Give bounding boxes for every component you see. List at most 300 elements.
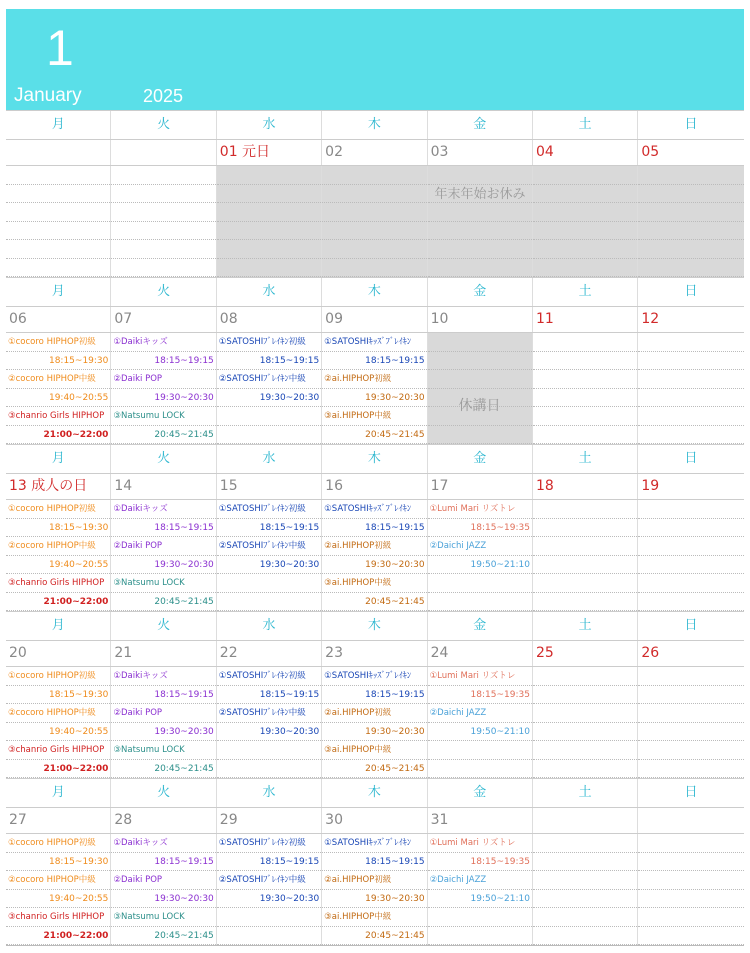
day-cell[interactable] (217, 500, 322, 611)
day-number[interactable]: 31 (428, 808, 533, 833)
class-name (638, 741, 743, 760)
class-name: ②SATOSHIﾌﾞﾚｲｷﾝ中級 (217, 704, 321, 723)
class-time (533, 927, 637, 946)
class-name (533, 908, 637, 927)
day-cell[interactable] (111, 834, 216, 945)
day-cell[interactable] (428, 500, 533, 611)
class-name: ①SATOSHIｷｯｽﾞﾌﾞﾚｲｷﾝ (322, 667, 426, 686)
class-name (533, 741, 637, 760)
class-name: ①Daikiキッズ (111, 500, 215, 519)
class-time: 18:15~19:15 (217, 352, 321, 371)
class-name: ①cocoro HIPHOP初級 (6, 500, 110, 519)
class-time (638, 853, 743, 872)
weekday-label: 火 (111, 111, 216, 139)
class-time (638, 389, 743, 408)
day-number[interactable]: 18 (533, 474, 638, 499)
class-name (533, 667, 637, 686)
weekday-header-row (6, 277, 744, 307)
day-number[interactable]: 27 (6, 808, 111, 833)
class-time (638, 556, 743, 575)
day-number-row (6, 641, 744, 667)
class-name: ②Daiki POP (111, 704, 215, 723)
day-number[interactable]: 07 (111, 307, 216, 332)
class-name (322, 203, 426, 222)
class-time: 19:30~20:30 (322, 723, 426, 742)
day-number[interactable]: 14 (111, 474, 216, 499)
weekday-label: 日 (684, 117, 698, 132)
class-name: ②Daichi JAZZ (428, 704, 532, 723)
day-number[interactable]: 09 (322, 307, 427, 332)
class-time (533, 890, 637, 909)
day-number[interactable]: 02 (322, 140, 427, 165)
day-number[interactable]: 26 (641, 645, 660, 661)
class-name (428, 370, 532, 389)
class-time: 19:30~20:30 (111, 389, 215, 408)
day-number[interactable]: 10 (428, 307, 533, 332)
weekday-label: 月 (6, 278, 111, 306)
class-name (533, 574, 637, 593)
class-name: ①cocoro HIPHOP初級 (6, 667, 110, 686)
class-time: 18:15~19:30 (6, 352, 110, 371)
class-name: ③chanrio Girls HIPHOP (6, 407, 110, 426)
day-cells-row (6, 500, 744, 611)
class-name (533, 407, 637, 426)
class-time: 19:30~20:30 (217, 723, 321, 742)
class-name (638, 871, 743, 890)
class-time (6, 222, 110, 241)
class-time (111, 222, 215, 241)
class-name: ②SATOSHIﾌﾞﾚｲｷﾝ中級 (217, 537, 321, 556)
class-time: 18:15~19:35 (428, 686, 532, 705)
day-cell[interactable] (638, 333, 743, 444)
day-number[interactable]: 13 成人の日 (6, 474, 111, 499)
day-number[interactable]: 08 (217, 307, 322, 332)
class-time: 20:45~21:45 (322, 426, 426, 445)
class-name (533, 537, 637, 556)
day-number[interactable]: 20 (6, 641, 111, 666)
class-time (217, 760, 321, 779)
class-name (428, 574, 532, 593)
class-name (322, 240, 426, 259)
day-number[interactable]: 29 (217, 808, 322, 833)
class-time: 19:30~20:30 (111, 556, 215, 575)
calendar-grid (6, 110, 744, 946)
class-name (111, 240, 215, 259)
class-time: 18:15~19:35 (428, 519, 532, 538)
class-name: ①Daikiキッズ (111, 834, 215, 853)
day-number-row (6, 808, 744, 834)
day-number[interactable]: 03 (428, 140, 533, 165)
calendar-week (6, 110, 744, 277)
class-name: ②Daiki POP (111, 871, 215, 890)
class-time (533, 519, 637, 538)
class-name: ①SATOSHIﾌﾞﾚｲｷﾝ初級 (217, 333, 321, 352)
class-name (638, 203, 743, 222)
day-cell[interactable] (111, 166, 216, 277)
class-name (322, 166, 426, 185)
class-time (638, 723, 743, 742)
class-name (428, 741, 532, 760)
class-time (533, 723, 637, 742)
day-number-row (6, 474, 744, 500)
class-time: 18:15~19:15 (217, 519, 321, 538)
class-name: ①Daikiキッズ (111, 667, 215, 686)
day-cell[interactable] (638, 667, 743, 778)
class-name (638, 574, 743, 593)
calendar-header (6, 9, 744, 110)
class-name (533, 871, 637, 890)
class-time (638, 890, 743, 909)
weekday-label: 金 (428, 111, 533, 139)
class-name: ②cocoro HIPHOP中級 (6, 704, 110, 723)
day-cell[interactable] (111, 500, 216, 611)
class-time: 19:40~20:55 (6, 890, 110, 909)
class-name: ①SATOSHIｷｯｽﾞﾌﾞﾚｲｷﾝ (322, 333, 426, 352)
class-time (638, 686, 743, 705)
class-name (638, 667, 743, 686)
class-name: ③chanrio Girls HIPHOP (6, 741, 110, 760)
day-cell[interactable] (322, 333, 427, 444)
day-cells-row (6, 333, 744, 444)
class-name: ①cocoro HIPHOP初級 (6, 834, 110, 853)
class-time: 18:15~19:15 (322, 853, 426, 872)
class-time: 21:00~22:00 (6, 593, 110, 612)
day-cell[interactable] (217, 834, 322, 945)
class-name: ③Natsumu LOCK (111, 741, 215, 760)
class-name: ③Natsumu LOCK (111, 908, 215, 927)
weekday-label: 土 (533, 278, 638, 306)
weekday-header-row (6, 778, 744, 808)
class-name (217, 203, 321, 222)
class-time (111, 185, 215, 204)
class-time (533, 686, 637, 705)
day-number[interactable]: 28 (111, 808, 216, 833)
day-cell[interactable] (6, 834, 111, 945)
weekday-label: 金 (428, 612, 533, 640)
class-name (638, 166, 743, 185)
class-time (428, 259, 532, 278)
day-cell[interactable] (322, 667, 427, 778)
weekday-label: 火 (111, 779, 216, 807)
day-cell[interactable] (428, 834, 533, 945)
day-number[interactable] (638, 808, 743, 833)
weekday-label: 水 (217, 111, 322, 139)
class-name (638, 407, 743, 426)
weekday-label: 金 (428, 278, 533, 306)
day-cell[interactable] (111, 667, 216, 778)
day-number[interactable]: 25 (533, 641, 638, 666)
class-name (533, 704, 637, 723)
class-name (217, 908, 321, 927)
class-time: 19:30~20:30 (322, 389, 426, 408)
class-name: ①SATOSHIｷｯｽﾞﾌﾞﾚｲｷﾝ (322, 500, 426, 519)
class-time (533, 389, 637, 408)
class-name: ③chanrio Girls HIPHOP (6, 574, 110, 593)
class-time (6, 259, 110, 278)
class-time: 18:15~19:30 (6, 519, 110, 538)
class-time (533, 593, 637, 612)
class-time (322, 222, 426, 241)
weekday-label: 木 (322, 779, 427, 807)
day-cell[interactable] (322, 500, 427, 611)
class-time: 19:30~20:30 (217, 556, 321, 575)
day-cell[interactable] (533, 834, 638, 945)
class-time (533, 222, 637, 241)
class-time: 18:15~19:30 (6, 686, 110, 705)
day-number[interactable] (6, 140, 111, 165)
day-cell[interactable] (428, 667, 533, 778)
class-name (638, 704, 743, 723)
class-time: 19:30~20:30 (217, 890, 321, 909)
weekday-header-row (6, 611, 744, 641)
class-time: 20:45~21:45 (322, 593, 426, 612)
class-time: 19:30~20:30 (322, 556, 426, 575)
weekday-label: 火 (111, 445, 216, 473)
day-cell[interactable] (217, 333, 322, 444)
day-cells-row (6, 667, 744, 778)
class-name (533, 333, 637, 352)
day-number[interactable]: 19 (641, 478, 660, 494)
class-time (533, 760, 637, 779)
weekday-label: 水 (217, 612, 322, 640)
weekday-label: 火 (111, 278, 216, 306)
class-time: 19:40~20:55 (6, 556, 110, 575)
class-name (428, 240, 532, 259)
class-time: 20:45~21:45 (111, 760, 215, 779)
weekday-label: 土 (533, 445, 638, 473)
day-number[interactable]: 23 (322, 641, 427, 666)
header-month-name: January (14, 85, 82, 106)
day-cells-row (6, 834, 744, 945)
class-time: 21:00~22:00 (6, 760, 110, 779)
class-name: ②cocoro HIPHOP中級 (6, 537, 110, 556)
class-time (428, 222, 532, 241)
weekday-label: 日 (684, 284, 698, 299)
class-name (111, 166, 215, 185)
class-time (217, 426, 321, 445)
class-time: 19:50~21:10 (428, 723, 532, 742)
class-time (217, 222, 321, 241)
class-time (428, 426, 532, 445)
day-cell[interactable] (6, 166, 111, 277)
class-name: ①SATOSHIﾌﾞﾚｲｷﾝ初級 (217, 667, 321, 686)
header-year: 2025 (143, 86, 184, 106)
class-name: ②ai.HIPHOP初級 (322, 871, 426, 890)
day-cell[interactable] (638, 500, 743, 611)
weekday-label: 日 (684, 451, 698, 466)
class-time: 18:15~19:15 (322, 686, 426, 705)
day-number[interactable]: 17 (428, 474, 533, 499)
class-name (533, 370, 637, 389)
weekday-label: 木 (322, 612, 427, 640)
class-time: 18:15~19:15 (217, 686, 321, 705)
class-time (638, 593, 743, 612)
class-time: 20:45~21:45 (111, 927, 215, 946)
class-time (638, 259, 743, 278)
day-number[interactable]: 15 (217, 474, 322, 499)
class-time: 19:50~21:10 (428, 556, 532, 575)
class-name: ②Daiki POP (111, 370, 215, 389)
class-name (428, 203, 532, 222)
class-name (217, 574, 321, 593)
class-name: ②cocoro HIPHOP中級 (6, 370, 110, 389)
class-time (638, 927, 743, 946)
weekday-label: 月 (6, 779, 111, 807)
class-name: ①Lumi Mari リズトレ (428, 500, 532, 519)
class-time: 18:15~19:35 (428, 853, 532, 872)
class-time (6, 185, 110, 204)
class-time: 18:15~19:15 (111, 686, 215, 705)
weekday-header-row (6, 444, 744, 474)
class-name (217, 240, 321, 259)
class-time (217, 593, 321, 612)
class-name: ③Natsumu LOCK (111, 407, 215, 426)
class-time (638, 222, 743, 241)
class-name: ③ai.HIPHOP中級 (322, 407, 426, 426)
class-name (533, 240, 637, 259)
class-name: ①Daikiキッズ (111, 333, 215, 352)
weekday-label: 金 (428, 779, 533, 807)
class-name (638, 537, 743, 556)
class-name: ③ai.HIPHOP中級 (322, 574, 426, 593)
class-time: 18:15~19:15 (217, 853, 321, 872)
class-time: 18:15~19:15 (111, 352, 215, 371)
day-cell[interactable] (6, 333, 111, 444)
calendar-week (6, 611, 744, 778)
weekday-label: 日 (684, 785, 698, 800)
class-time (638, 426, 743, 445)
weekday-header-row (6, 110, 744, 140)
class-name (428, 908, 532, 927)
class-time (217, 259, 321, 278)
closed-period-label: 年末年始お休み (434, 187, 526, 202)
calendar-week (6, 277, 744, 444)
class-name (638, 500, 743, 519)
class-name: ①Lumi Mari リズトレ (428, 667, 532, 686)
class-time: 18:15~19:15 (322, 352, 426, 371)
day-number[interactable]: 21 (111, 641, 216, 666)
class-name (428, 333, 532, 352)
class-name (428, 166, 532, 185)
class-name (533, 834, 637, 853)
day-cell[interactable] (428, 333, 533, 444)
day-number[interactable]: 04 (533, 140, 638, 165)
class-name (6, 166, 110, 185)
class-time: 18:15~19:15 (111, 519, 215, 538)
class-time (322, 259, 426, 278)
day-number[interactable]: 06 (6, 307, 111, 332)
class-time (428, 352, 532, 371)
class-time (428, 760, 532, 779)
class-time: 20:45~21:45 (322, 927, 426, 946)
class-time: 18:15~19:15 (111, 853, 215, 872)
class-name: ①SATOSHIﾌﾞﾚｲｷﾝ初級 (217, 834, 321, 853)
day-cell[interactable] (533, 667, 638, 778)
day-number[interactable]: 12 (641, 311, 660, 327)
class-name (217, 407, 321, 426)
day-cell[interactable] (111, 333, 216, 444)
weekday-label: 木 (322, 111, 427, 139)
weekday-label: 水 (217, 779, 322, 807)
class-time: 19:30~20:30 (111, 723, 215, 742)
class-name: ②SATOSHIﾌﾞﾚｲｷﾝ中級 (217, 871, 321, 890)
class-name (638, 240, 743, 259)
class-name: ②ai.HIPHOP初級 (322, 704, 426, 723)
class-name (638, 908, 743, 927)
class-name: ③Natsumu LOCK (111, 574, 215, 593)
day-number[interactable] (533, 808, 638, 833)
day-cell[interactable] (6, 667, 111, 778)
class-time (533, 352, 637, 371)
day-number[interactable]: 16 (322, 474, 427, 499)
weekday-label: 木 (322, 278, 427, 306)
class-time: 19:40~20:55 (6, 723, 110, 742)
class-time (111, 259, 215, 278)
class-name: ①SATOSHIｷｯｽﾞﾌﾞﾚｲｷﾝ (322, 834, 426, 853)
class-time: 19:40~20:55 (6, 389, 110, 408)
day-cell[interactable] (6, 500, 111, 611)
class-time: 20:45~21:45 (322, 760, 426, 779)
class-name (6, 203, 110, 222)
day-cell[interactable] (533, 333, 638, 444)
weekday-label: 金 (428, 445, 533, 473)
class-name (638, 370, 743, 389)
day-number-row (6, 307, 744, 333)
class-name (217, 741, 321, 760)
day-cell[interactable] (533, 500, 638, 611)
no-class-label: 休講日 (458, 398, 501, 414)
class-time: 21:00~22:00 (6, 927, 110, 946)
class-time (217, 927, 321, 946)
class-name (533, 203, 637, 222)
class-name: ②Daiki POP (111, 537, 215, 556)
day-number[interactable]: 05 (641, 144, 660, 160)
class-name: ②Daichi JAZZ (428, 537, 532, 556)
weekday-label: 月 (6, 111, 111, 139)
day-number[interactable]: 30 (322, 808, 427, 833)
class-time (638, 519, 743, 538)
weekday-label: 月 (6, 445, 111, 473)
weekday-label: 水 (217, 445, 322, 473)
class-time (533, 556, 637, 575)
class-time (428, 593, 532, 612)
class-time: 21:00~22:00 (6, 426, 110, 445)
class-name (533, 166, 637, 185)
weekday-label: 土 (533, 111, 638, 139)
class-time (533, 259, 637, 278)
weekday-label: 月 (6, 612, 111, 640)
class-name: ②ai.HIPHOP初級 (322, 537, 426, 556)
day-number[interactable] (111, 140, 216, 165)
day-cell[interactable] (638, 834, 743, 945)
day-cell[interactable] (217, 667, 322, 778)
class-name: ②Daichi JAZZ (428, 871, 532, 890)
day-number[interactable]: 11 (533, 307, 638, 332)
class-name (111, 203, 215, 222)
weekday-label: 日 (684, 618, 698, 633)
day-cell[interactable] (322, 834, 427, 945)
class-time: 19:30~20:30 (217, 389, 321, 408)
class-name: ③chanrio Girls HIPHOP (6, 908, 110, 927)
class-time: 18:15~19:30 (6, 853, 110, 872)
day-number[interactable]: 22 (217, 641, 322, 666)
class-name: ①Lumi Mari リズトレ (428, 834, 532, 853)
class-name: ②ai.HIPHOP初級 (322, 370, 426, 389)
class-time: 19:30~20:30 (322, 890, 426, 909)
day-number[interactable]: 24 (428, 641, 533, 666)
day-number[interactable]: 01 元日 (217, 140, 322, 165)
class-time (638, 760, 743, 779)
